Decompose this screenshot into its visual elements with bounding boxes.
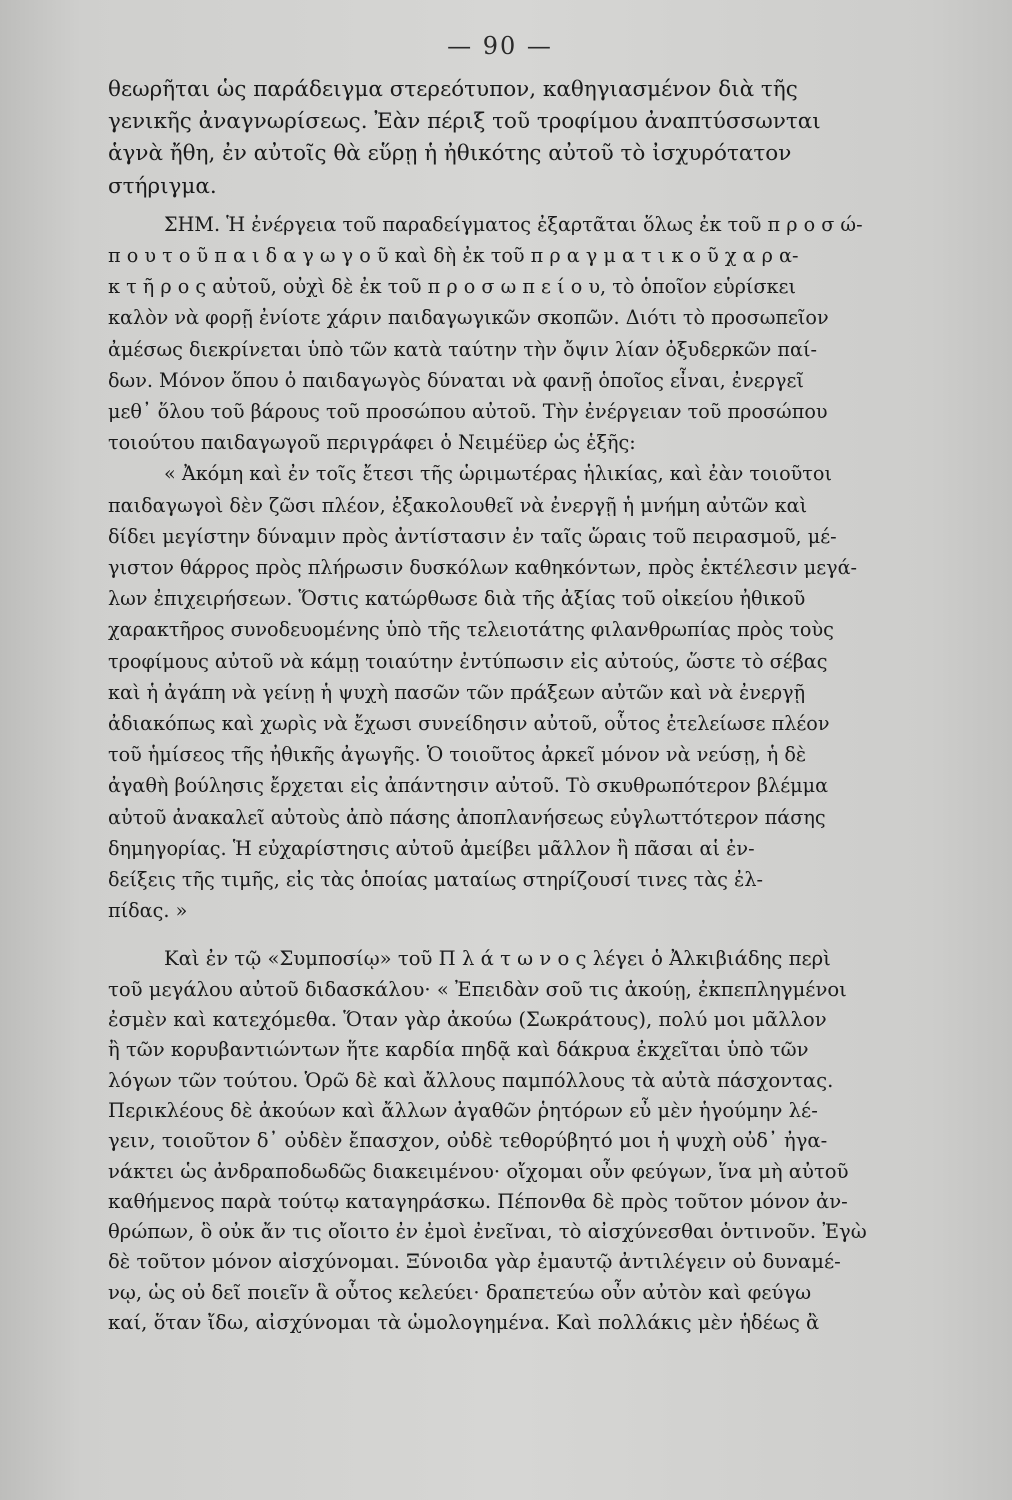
text-line: στήριγμα. [108,173,217,199]
page-number: — 90 — [447,32,553,60]
intro-paragraph [108,74,892,203]
text-line: θρώπων, ὃ οὐκ ἄν τις οἴοιτο ἐν ἐμοὶ ἐνεῖναι, τὸ αἰσχύνεσθαι ὁντινοῦν. Ἐγὼ [108,1220,867,1244]
text-line: δείξεις τῆς τιμῆς, εἰς τὰς ὁποίας ματαίως στηρίζουσί τινες τὰς ἐλ- [108,868,763,892]
text-line: δημηγορίας. Ἡ εὐχαρίστησις αὐτοῦ ἀμείβει μᾶλλον ἢ πᾶσαι αἱ ἐν- [108,836,755,860]
quote-paragraph [108,458,892,926]
text-line: δων. Μόνον ὅπου ὁ παιδαγωγὸς δύναται νὰ φανῇ ὁποῖος εἶναι, ἐνεργεῖ [108,368,804,392]
text-line: κ τ ῆ ρ ο ς αὐτοῦ, οὐχὶ δὲ ἐκ τοῦ π ρ ο σ ω π ε ί ο υ, τὸ ὁποῖον εὑρίσκει [108,275,797,299]
text-line: π ο υ τ ο ῦ π α ι δ α γ ω γ ο ῦ καὶ δὴ ἐκ τοῦ π ρ α γ μ α τ ι κ ο ῦ χ α ρ α- [108,244,799,268]
text-line: λων ἐπιχειρήσεων. Ὅστις κατώρθωσε διὰ τῆς ἀξίας τοῦ οἰκείου ἠθικοῦ [108,587,806,611]
text-line: καὶ ἡ ἀγάπη νὰ γείνῃ ἡ ψυχὴ πασῶν τῶν πράξεων αὐτῶν καὶ νὰ ἐνεργῇ [108,680,806,704]
text-line: πίδας. » [108,899,188,923]
text-line: δὲ τοῦτον μόνον αἰσχύνομαι. Ξύνοιδα γὰρ ἐμαυτῷ ἀντιλέγειν οὐ δυναμέ- [108,1250,841,1274]
text-line: ἀγαθὴ βούλησις ἔρχεται εἰς ἀπάντησιν αὐτοῦ. Τὸ σκυθρωπότερον βλέμμα [108,774,829,798]
text-line: λόγων τῶν τούτου. Ὁρῶ δὲ καὶ ἄλλους παμπόλλους τὰ αὐτὰ πάσχοντας. [108,1068,834,1092]
text-line: ἀδιακόπως καὶ χωρὶς νὰ ἔχωσι συνείδησιν αὐτοῦ, οὗτος ἐτελείωσε πλέον [108,712,830,736]
text-line: Καὶ ἐν τῷ «Συμποσίῳ» τοῦ Π λ ά τ ω ν ο ς λέγει ὁ Ἀλκιβιάδης περὶ [164,947,831,971]
text-line: τοῦ μεγάλου αὐτοῦ διδασκάλου· « Ἐπειδὰν σοῦ τις ἀκούῃ, ἐκπεπληγμένοι [108,977,847,1001]
text-line: τοιούτου παιδαγωγοῦ περιγράφει ὁ Νειμέϋερ ὡς ἑξῆς: [108,431,636,455]
text-line: παιδαγωγοὶ δὲν ζῶσι πλέον, ἐξακολουθεῖ νὰ ἐνεργῇ ἡ μνήμη αὐτῶν καὶ [108,493,808,517]
text-line: ἐσμὲν καὶ κατεχόμεθα. Ὅταν γὰρ ἀκούω (Σωκράτους), πολύ μοι μᾶλλον [108,1008,827,1032]
text-line: καί, ὅταν ἴδω, αἰσχύνομαι τὰ ὡμολογημένα. Καὶ πολλάκις μὲν ἡδέως ἂ [108,1311,820,1335]
text-line: χαρακτῆρος συνοδευομένης ὑπὸ τῆς τελειοτάτης φιλανθρωπίας πρὸς τοὺς [108,618,834,642]
text-line: « Ἀκόμη καὶ ἐν τοῖς ἔτεσι τῆς ὡριμωτέρας ἡλικίας, καὶ ἐὰν τοιοῦτοι [164,462,832,486]
text-line: τοῦ ἡμίσεος τῆς ἠθικῆς ἀγωγῆς. Ὁ τοιοῦτος ἀρκεῖ μόνον νὰ νεύσῃ, ἡ δὲ [108,743,807,767]
spacer [108,926,892,944]
text-line: καθήμενος παρὰ τούτῳ καταγηράσκω. Πέπονθα δὲ πρὸς τοῦτον μόνον ἀν- [108,1189,848,1213]
text-line: γενικῆς ἀναγνωρίσεως. Ἐὰν πέριξ τοῦ τροφίμου ἀναπτύσσωνται [108,109,821,135]
text-line: αὐτοῦ ἀνακαλεῖ αὐτοὺς ἀπὸ πάσης ἀποπλανήσεως εὐγλωττότερον πάσης [108,805,826,829]
text-line: ἢ τῶν κορυβαντιώντων ἥτε καρδία πηδᾷ καὶ δάκρυα ἐκχεῖται ὑπὸ τῶν [108,1038,809,1062]
text-line: ἀμέσως διεκρίνεται ὑπὸ τῶν κατὰ ταύτην τὴν ὄψιν λίαν ὀξυδερκῶν παί- [108,337,817,361]
text-line: Περικλέους δὲ ἀκούων καὶ ἄλλων ἀγαθῶν ῥητόρων εὖ μὲν ἡγούμην λέ- [108,1098,818,1122]
text-line: ΣΗΜ. Ἡ ἐνέργεια τοῦ παραδείγματος ἐξαρτᾶται ὅλως ἐκ τοῦ π ρ ο σ ώ- [164,212,863,236]
text-line: νάκτει ὡς ἀνδραποδωδῶς διακειμένου· οἴχομαι οὖν φεύγων, ἵνα μὴ αὐτοῦ [108,1159,849,1183]
text-line: γιστον θάρρος πρὸς πλήρωσιν δυσκόλων καθηκόντων, πρὸς ἐκτέλεσιν μεγά- [108,556,858,580]
text-line: θεωρῆται ὡς παράδειγμα στερεότυπον, καθηγιασμένον διὰ τῆς [108,77,798,102]
text-line: νῳ, ὡς οὐ δεῖ ποιεῖν ἃ οὗτος κελεύει· δραπετεύω οὖν αὐτὸν καὶ φεύγω [108,1280,812,1304]
text-line: καλὸν νὰ φορῇ ἐνίοτε χάριν παιδαγωγικῶν σκοπῶν. Διότι τὸ προσωπεῖον [108,306,829,330]
text-line: γειν, τοιοῦτον δ᾽ οὐδὲν ἔπασχον, οὐδὲ τεθορύβητό μοι ἡ ψυχὴ οὐδ᾽ ἠγα- [108,1129,828,1153]
text-line: ἁγνὰ ἤθη, ἐν αὐτοῖς θὰ εὕρῃ ἡ ἠθικότης αὐτοῦ τὸ ἰσχυρότατον [108,141,792,167]
text-line: τροφίμους αὐτοῦ νὰ κάμῃ τοιαύτην ἐντύπωσιν εἰς αὐτούς, ὥστε τὸ σέβας [108,649,828,673]
text-line: μεθ᾽ ὅλου τοῦ βάρους τοῦ προσώπου αὐτοῦ. Τὴν ἐνέργειαν τοῦ προσώπου [108,400,828,424]
note-paragraph [108,209,892,459]
symposium-paragraph [108,944,892,1338]
text-line: δίδει μεγίστην δύναμιν πρὸς ἀντίστασιν ἐν ταῖς ὥραις τοῦ πειρασμοῦ, μέ- [108,524,837,548]
